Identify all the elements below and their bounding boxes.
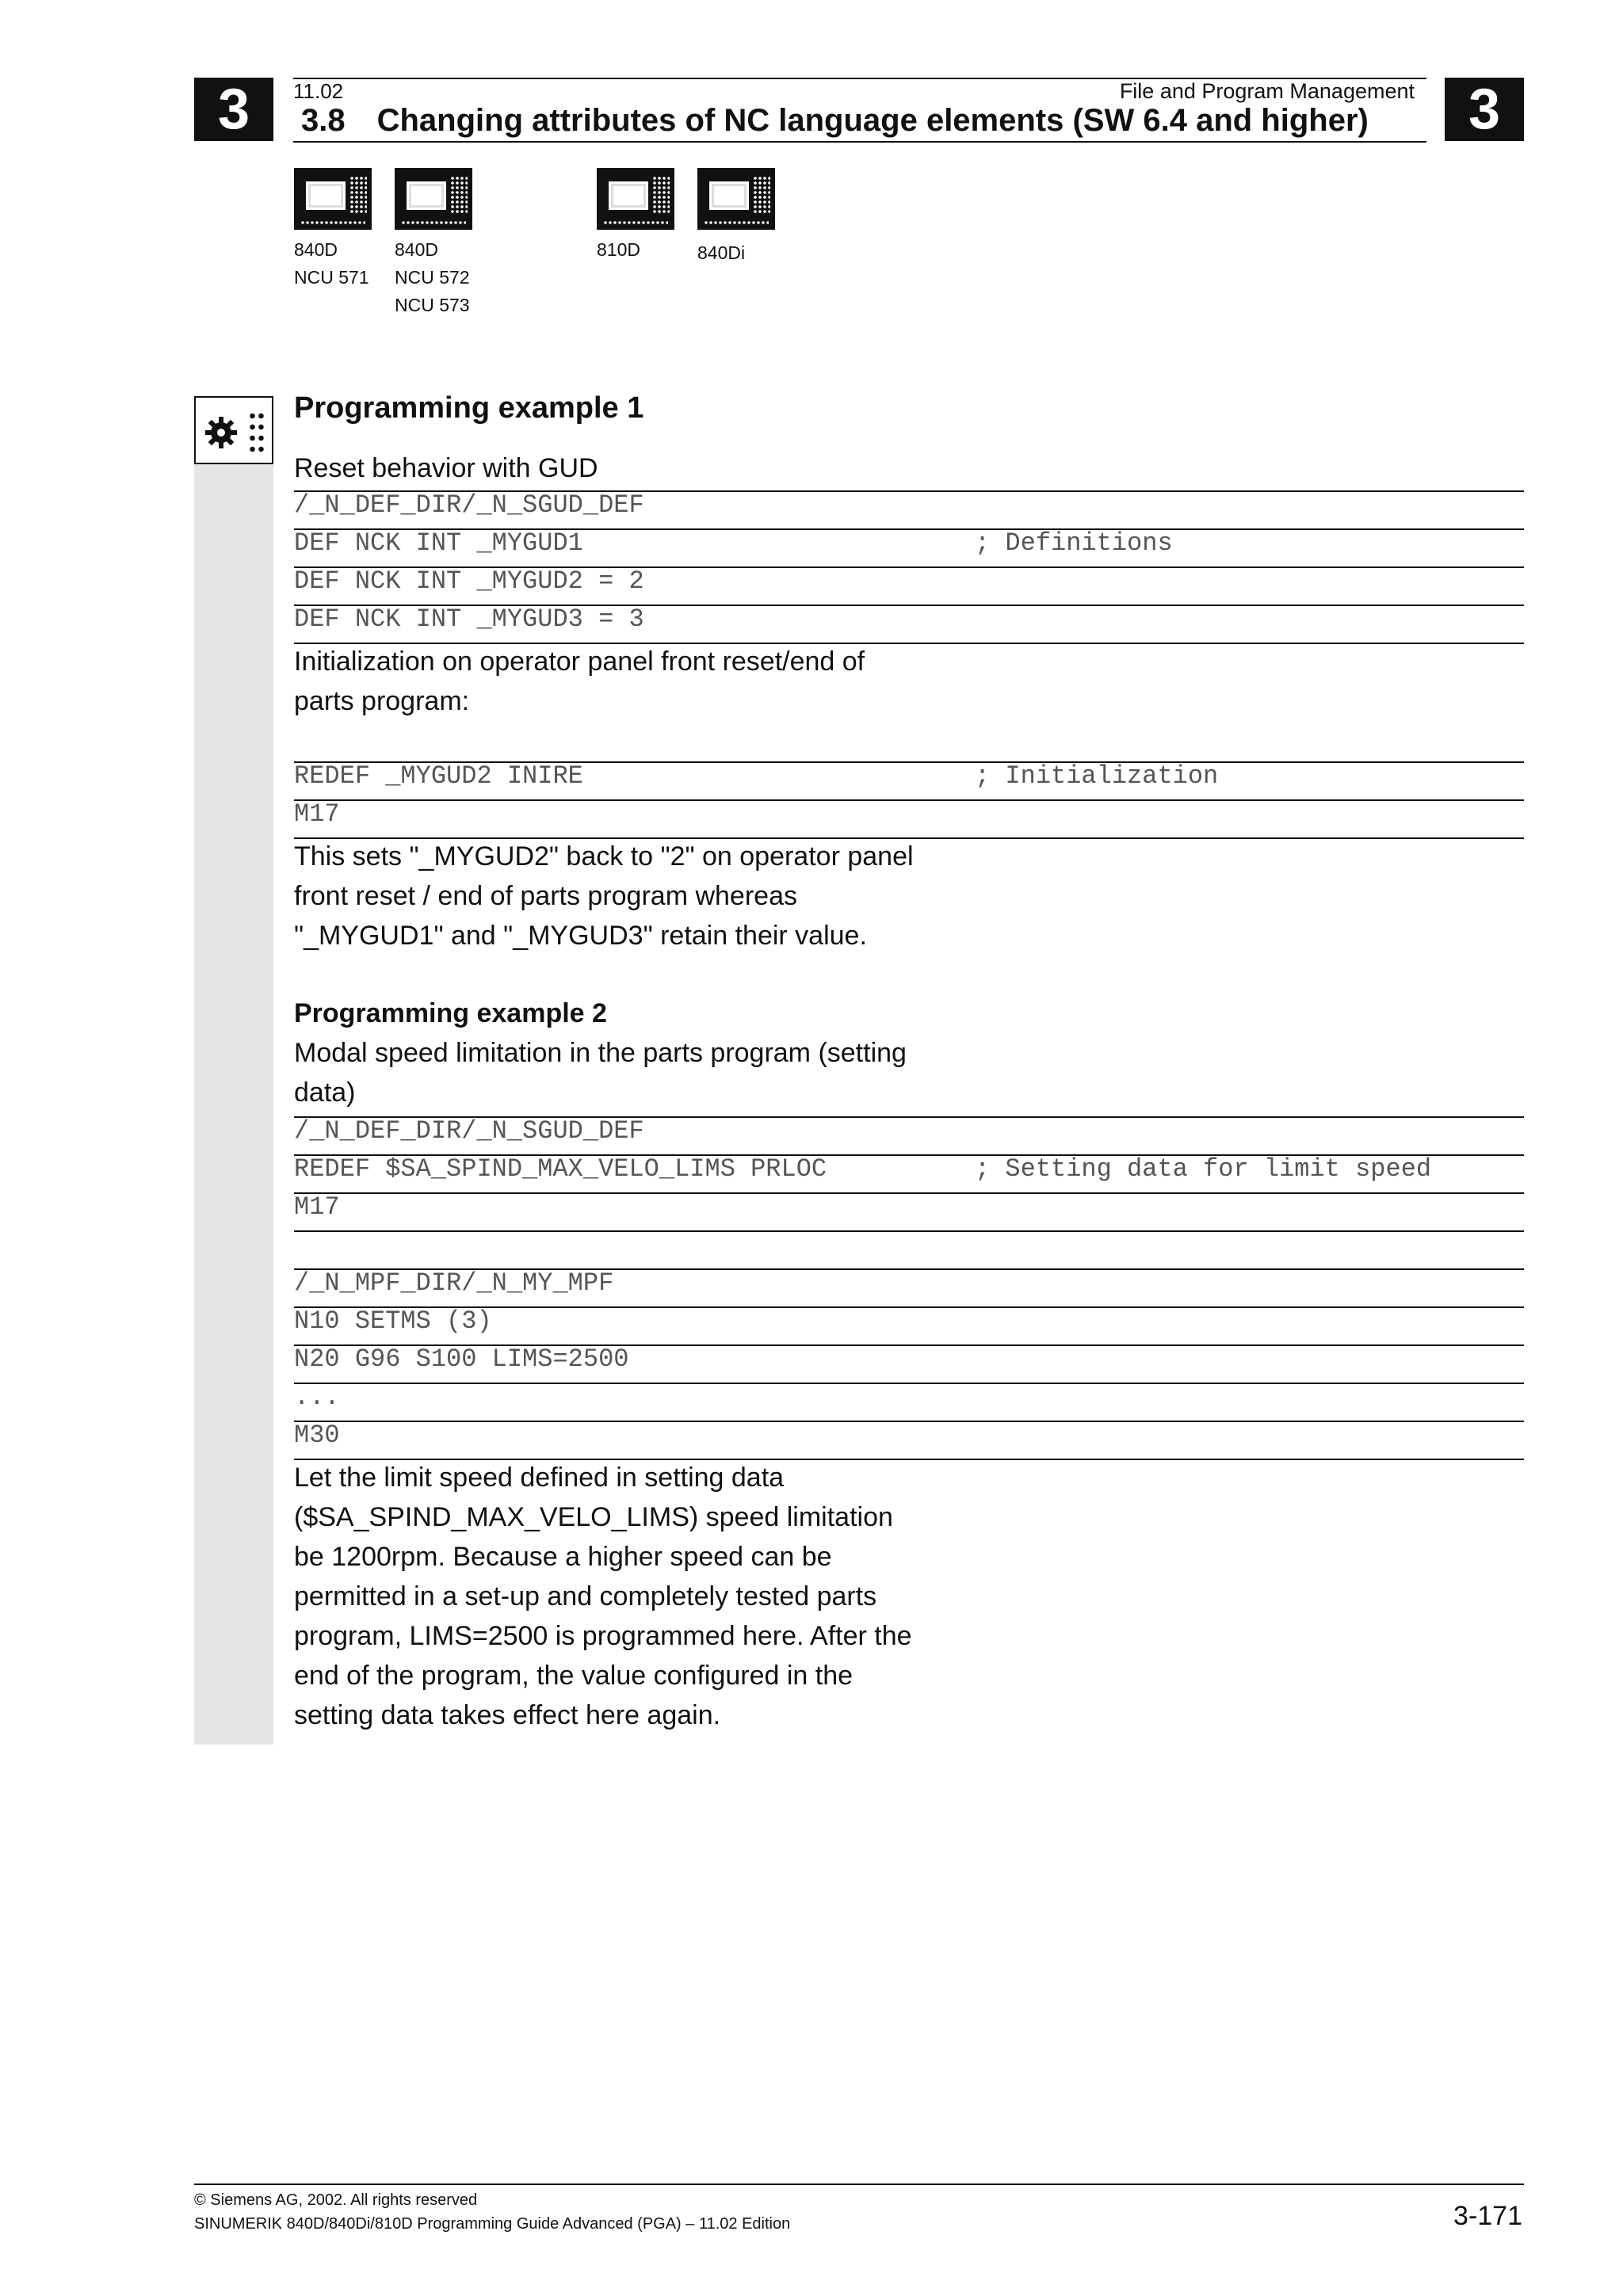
- control-panel-icon: [597, 168, 674, 230]
- list-dots-icon: [248, 410, 265, 455]
- example1-mid-text: Initialization on operator panel front reset/end of: [294, 646, 865, 677]
- code-line: N20 G96 S100 LIMS=2500: [294, 1344, 629, 1374]
- control-panel-icon: [294, 168, 372, 230]
- example2-description: end of the program, the value configured in the: [294, 1661, 854, 1691]
- code-line: N10 SETMS (3): [294, 1306, 492, 1336]
- code-comment: ; Definitions: [975, 528, 1173, 558]
- control-840di: [697, 168, 777, 267]
- code-line: /_N_DEF_DIR/_N_SGUD_DEF: [294, 1116, 644, 1146]
- footer-rule: [194, 2183, 1524, 2185]
- code-line: /_N_DEF_DIR/_N_SGUD_DEF: [294, 490, 644, 520]
- page-number: 3-171: [1453, 2201, 1522, 2231]
- code-line: M30: [294, 1421, 340, 1450]
- example1-intro: Reset behavior with GUD: [294, 453, 598, 483]
- control-label: 810D: [597, 239, 640, 260]
- control-label: NCU 571: [294, 267, 369, 288]
- code-line: ...: [294, 1383, 340, 1412]
- control-label: NCU 572: [395, 267, 470, 288]
- example1-description: front reset / end of parts program whereas: [294, 881, 797, 911]
- example2-description: be 1200rpm. Because a higher speed can be: [294, 1542, 832, 1572]
- example2-intro: data): [294, 1077, 356, 1108]
- control-panel-icon: [395, 168, 472, 230]
- table-rule: [294, 1230, 1524, 1232]
- code-line: REDEF $SA_SPIND_MAX_VELO_LIMS PRLOC: [294, 1154, 827, 1184]
- example1-mid-text: parts program:: [294, 686, 470, 716]
- code-comment: ; Initialization: [975, 761, 1219, 791]
- code-line: /_N_MPF_DIR/_N_MY_MPF: [294, 1268, 614, 1298]
- code-line: DEF NCK INT _MYGUD3 = 3: [294, 605, 644, 634]
- example2-description: program, LIMS=2500 is programmed here. After the: [294, 1621, 912, 1651]
- control-810d: [597, 168, 676, 264]
- code-line: M17: [294, 799, 340, 829]
- code-line: DEF NCK INT _MYGUD2 = 2: [294, 566, 644, 596]
- control-840d-ncu571: [294, 168, 373, 292]
- table-rule: [294, 1421, 1524, 1422]
- code-line: REDEF _MYGUD2 INIRE: [294, 761, 583, 791]
- example2-description: setting data takes effect here again.: [294, 1700, 721, 1730]
- example2-title: Programming example 2: [294, 998, 607, 1028]
- example2-intro: Modal speed limitation in the parts program (setting: [294, 1038, 907, 1068]
- control-panel-icon: [697, 168, 775, 230]
- header-bottom-rule: [293, 141, 1426, 143]
- control-label: 840D: [395, 239, 438, 260]
- table-rule: [294, 1192, 1524, 1194]
- example1-title: Programming example 1: [294, 391, 644, 425]
- example2-description: Let the limit speed defined in setting data: [294, 1463, 785, 1493]
- table-rule: [294, 799, 1524, 801]
- control-label: 840D: [294, 239, 338, 260]
- header-section-name: File and Program Management: [1119, 79, 1415, 103]
- margin-bar: [194, 396, 273, 1745]
- example1-description: This sets "_MYGUD2" back to "2" on operator panel: [294, 841, 914, 871]
- code-line: DEF NCK INT _MYGUD1: [294, 528, 583, 558]
- control-840d-ncu572: [395, 168, 474, 319]
- example2-description: permitted in a set-up and completely tested parts: [294, 1581, 877, 1611]
- footer-document-title: SINUMERIK 840D/840Di/810D Programming Guide Advanced (PGA) – 11.02 Edition: [194, 2215, 791, 2233]
- control-label: 840Di: [697, 242, 746, 263]
- example2-description: ($SA_SPIND_MAX_VELO_LIMS) speed limitation: [294, 1502, 893, 1532]
- programming-example-icon: [194, 396, 273, 464]
- control-label: NCU 573: [395, 295, 470, 315]
- code-comment: ; Setting data for limit speed: [975, 1154, 1432, 1184]
- chapter-number-left: 3: [194, 78, 273, 141]
- page-title: 3.8 Changing attributes of NC language elements (SW 6.4 and higher): [301, 103, 1369, 138]
- footer-copyright: © Siemens AG, 2002. All rights reserved: [194, 2191, 478, 2209]
- example1-description: "_MYGUD1" and "_MYGUD3" retain their value.: [294, 921, 867, 951]
- chapter-number-right: 3: [1445, 78, 1524, 141]
- code-line: M17: [294, 1192, 340, 1222]
- header-date: 11.02: [293, 79, 344, 103]
- gear-icon: [204, 415, 239, 450]
- table-rule: [294, 1383, 1524, 1384]
